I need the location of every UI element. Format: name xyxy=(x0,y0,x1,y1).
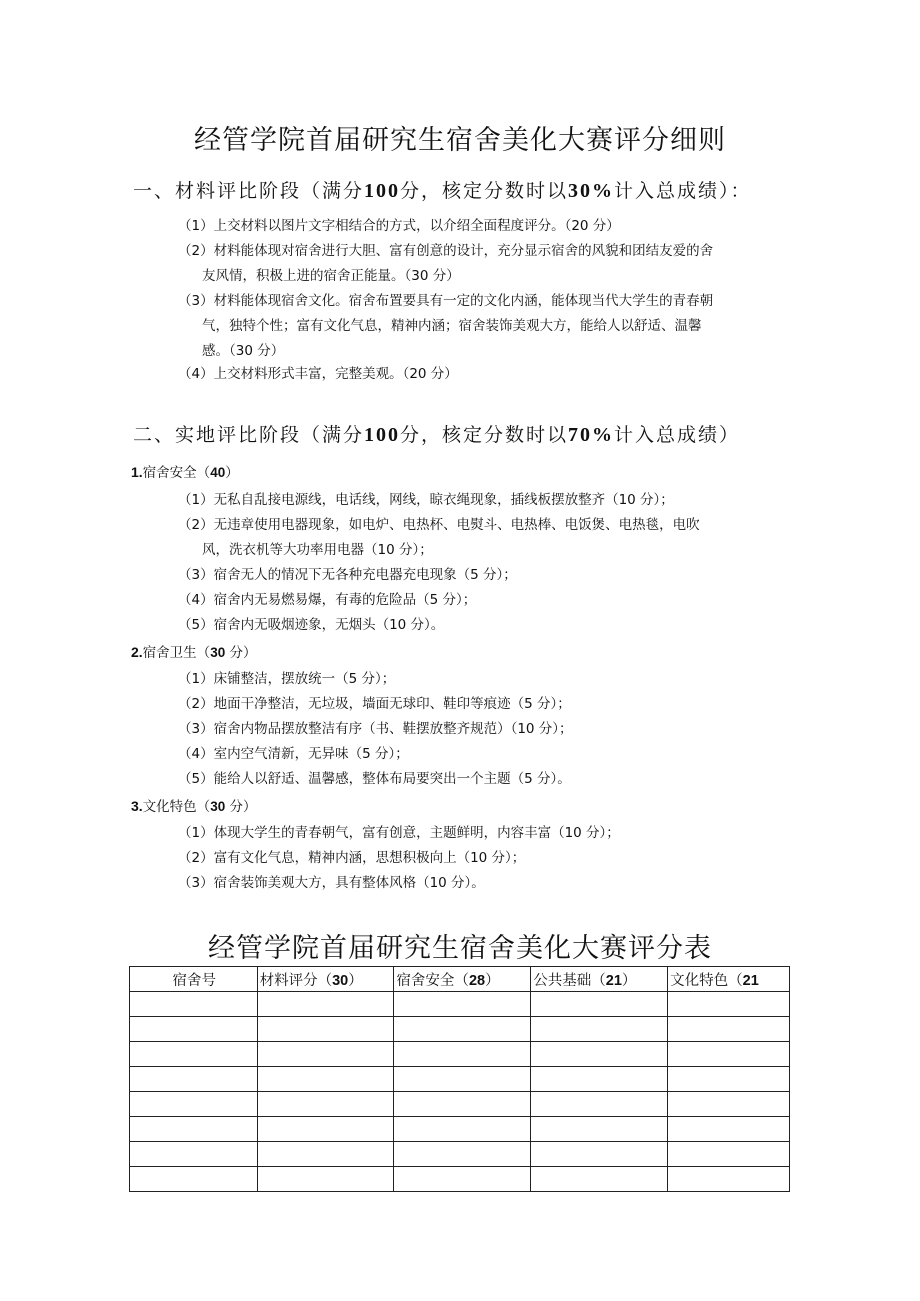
score-cell[interactable] xyxy=(394,1117,531,1142)
score-cell[interactable] xyxy=(668,992,790,1017)
table-row xyxy=(130,1117,790,1142)
col-label: 材料评分（ xyxy=(259,972,333,989)
score-cell[interactable] xyxy=(257,1092,394,1117)
table-row xyxy=(130,1067,790,1092)
score-cell[interactable] xyxy=(394,1142,531,1167)
sub1-item: （1）无私自乱接电源线，电话线，网线，晾衣绳现象，插线板摆放整齐（10 分）； xyxy=(178,492,674,508)
col-max: 21 xyxy=(742,972,759,989)
score-cell[interactable] xyxy=(257,1017,394,1042)
score-cell[interactable] xyxy=(668,1092,790,1117)
col-max: 30 xyxy=(332,972,349,989)
sub1-item: （3）宿舍无人的情况下无各种充电器充电现象（5 分）； xyxy=(178,567,517,583)
section1-heading-post: 计入总成绩）： xyxy=(614,180,752,202)
score-cell[interactable] xyxy=(668,1017,790,1042)
section1-item-cont: 感。（30 分） xyxy=(202,343,285,359)
section1-heading-pre: 一、材料评比阶段（满分 xyxy=(133,180,365,202)
col-max: 21 xyxy=(605,972,622,989)
score-cell[interactable] xyxy=(130,1117,258,1142)
score-cell[interactable] xyxy=(130,1042,258,1067)
sub3-heading xyxy=(131,795,257,815)
score-cell[interactable] xyxy=(668,1067,790,1092)
section1-item: （2）材料能体现对宿舍进行大胆、富有创意的设计，充分显示宿舍的风貌和团结友爱的舍 xyxy=(178,243,714,259)
col-label: 宿舍安全（ xyxy=(396,972,469,989)
score-cell[interactable] xyxy=(257,1167,394,1192)
col-header-material-score xyxy=(257,967,394,992)
score-cell[interactable] xyxy=(130,1167,258,1192)
score-cell[interactable] xyxy=(257,1042,394,1067)
sub3-close: 分） xyxy=(225,799,257,815)
score-cell[interactable] xyxy=(130,1017,258,1042)
score-table-title: 经管学院首届研究生宿舍美化大赛评分表 xyxy=(208,933,712,964)
section1-item: （4）上交材料形式丰富，完整美观。（20 分） xyxy=(178,366,458,382)
score-cell[interactable] xyxy=(130,1142,258,1167)
col-header-dorm-safety xyxy=(394,967,531,992)
score-cell[interactable] xyxy=(531,1167,668,1192)
score-cell[interactable] xyxy=(394,1042,531,1067)
score-cell[interactable] xyxy=(531,1017,668,1042)
sub1-num: 1. xyxy=(131,464,143,480)
sub3-num: 3. xyxy=(131,798,143,814)
table-row xyxy=(130,1142,790,1167)
section2-heading-num: 100 xyxy=(364,424,401,446)
sub2-item: （2）地面干净整洁，无垃圾，墙面无球印、鞋印等痕迹（5 分）； xyxy=(178,696,571,712)
col-header-dorm-number xyxy=(130,967,258,992)
score-cell[interactable] xyxy=(531,992,668,1017)
score-cell[interactable] xyxy=(531,1067,668,1092)
sub2-item: （3）宿舍内物品摆放整洁有序（书、鞋摆放整齐规范）（10 分）； xyxy=(178,721,573,737)
sub1-item: （2）无违章使用电器现象，如电炉、电热杯、电熨斗、电热棒、电饭煲、电热毯，电吹 xyxy=(178,517,700,533)
section2-heading xyxy=(133,420,740,447)
section2-heading-mid: 分，核定分数时以 xyxy=(400,424,569,446)
sub2-item: （4）室内空气清新，无异味（5 分）； xyxy=(178,746,409,762)
col-header-public-basics xyxy=(531,967,668,992)
score-cell[interactable] xyxy=(130,1092,258,1117)
section1-heading-pct: 30% xyxy=(568,180,615,202)
sub2-num: 2. xyxy=(131,644,143,660)
col-label: 文化特色（ xyxy=(670,972,743,989)
sub3-item: （2）富有文化气息，精神内涵，思想积极向上（10 分）； xyxy=(178,850,526,866)
score-cell[interactable] xyxy=(257,1142,394,1167)
sub3-label: 文化特色（ xyxy=(142,799,211,815)
section1-item: （3）材料能体现宿舍文化。宿舍布置要具有一定的文化内涵，能体现当代大学生的青春朝 xyxy=(178,293,714,309)
score-table xyxy=(129,966,790,1192)
sub2-value: 30 xyxy=(210,645,226,660)
section1-item: （1）上交材料以图片文字相结合的方式，以介绍全面程度评分。（20 分） xyxy=(178,218,620,234)
score-cell[interactable] xyxy=(668,1142,790,1167)
table-row xyxy=(130,1167,790,1192)
sub1-heading xyxy=(131,461,239,481)
score-cell[interactable] xyxy=(531,1117,668,1142)
table-row xyxy=(130,1042,790,1067)
score-cell[interactable] xyxy=(531,1092,668,1117)
score-cell[interactable] xyxy=(130,1067,258,1092)
section1-item-cont: 气，独特个性；富有文化气息，精神内涵；宿舍装饰美观大方，能给人以舒适、温馨 xyxy=(202,318,702,334)
score-table-body xyxy=(130,992,790,1192)
section1-item-cont: 友风情，积极上进的宿舍正能量。（30 分） xyxy=(202,268,460,284)
section2-heading-pre: 二、实地评比阶段（满分 xyxy=(133,424,365,446)
col-close: ） xyxy=(621,972,637,989)
score-cell[interactable] xyxy=(257,1117,394,1142)
rules-title: 经管学院首届研究生宿舍美化大赛评分细则 xyxy=(194,125,726,156)
score-cell[interactable] xyxy=(130,992,258,1017)
score-cell[interactable] xyxy=(394,1067,531,1092)
section1-heading-mid: 分，核定分数时以 xyxy=(400,180,569,202)
score-cell[interactable] xyxy=(531,1142,668,1167)
table-row xyxy=(130,1017,790,1042)
sub1-close: ） xyxy=(225,465,239,481)
section1-heading xyxy=(133,176,752,203)
sub1-value: 40 xyxy=(210,465,226,480)
score-cell[interactable] xyxy=(668,1117,790,1142)
score-cell[interactable] xyxy=(668,1042,790,1067)
table-row xyxy=(130,1092,790,1117)
sub3-item: （3）宿舍装饰美观大方，具有整体风格（10 分）。 xyxy=(178,875,485,891)
score-cell[interactable] xyxy=(394,1167,531,1192)
score-cell[interactable] xyxy=(394,1017,531,1042)
sub3-value: 30 xyxy=(210,799,226,814)
col-close: ） xyxy=(348,972,363,989)
sub1-item: （4）宿舍内无易燃易爆，有毒的危险品（5 分）； xyxy=(178,592,477,608)
score-cell[interactable] xyxy=(394,992,531,1017)
section1-heading-num: 100 xyxy=(364,180,401,202)
score-cell[interactable] xyxy=(668,1167,790,1192)
score-cell[interactable] xyxy=(257,992,394,1017)
sub3-item: （1）体现大学生的青春朝气，富有创意，主题鲜明，内容丰富（10 分）； xyxy=(178,825,620,841)
sub2-item: （1）床铺整洁，摆放统一（5 分）； xyxy=(178,671,396,687)
col-label: 公共基础（ xyxy=(533,972,606,989)
col-label: 宿舍号 xyxy=(172,972,217,989)
table-row xyxy=(130,992,790,1017)
sub2-label: 宿舍卫生（ xyxy=(142,645,211,661)
col-header-cultural-features xyxy=(668,967,790,992)
col-close: ） xyxy=(485,972,500,989)
score-cell[interactable] xyxy=(394,1092,531,1117)
col-max: 28 xyxy=(468,972,486,989)
sub2-close: 分） xyxy=(225,645,257,661)
sub1-label: 宿舍安全（ xyxy=(142,465,211,481)
sub2-item: （5）能给人以舒适、温馨感，整体布局要突出一个主题（5 分）。 xyxy=(178,771,571,787)
section2-heading-post: 计入总成绩） xyxy=(614,424,741,446)
score-cell[interactable] xyxy=(257,1067,394,1092)
section2-heading-pct: 70% xyxy=(568,424,615,446)
score-table-header-row xyxy=(130,967,790,992)
sub1-item-cont: 风，洗衣机等大功率用电器（10 分）； xyxy=(202,542,433,558)
score-cell[interactable] xyxy=(531,1042,668,1067)
sub2-heading xyxy=(131,641,257,661)
sub1-item: （5）宿舍内无吸烟迹象，无烟头（10 分）。 xyxy=(178,617,445,633)
